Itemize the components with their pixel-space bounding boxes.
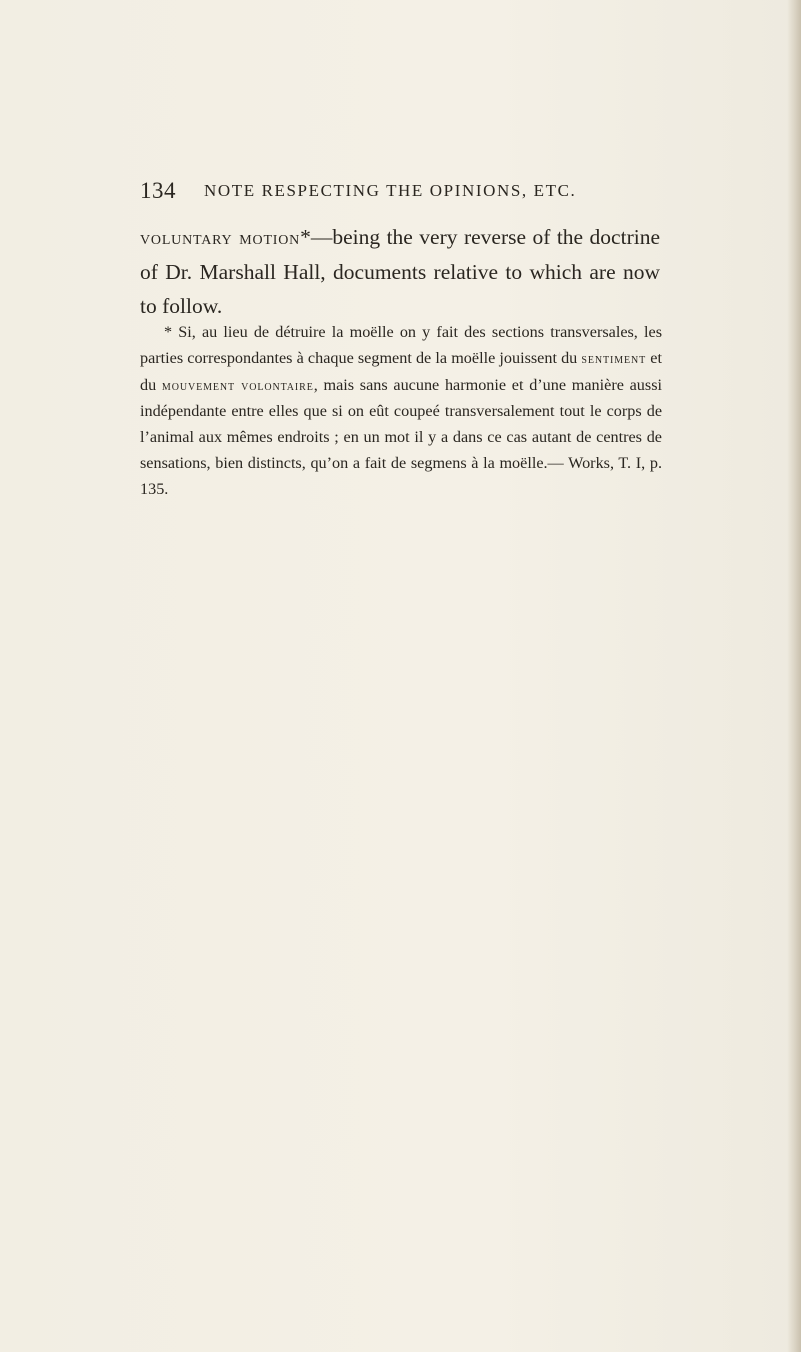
footnote-reference-marker: * [300,225,311,249]
footnote [140,320,662,503]
footnote-text-part-2: et du [140,348,662,394]
running-head [140,178,660,208]
running-head-title: NOTE RESPECTING THE OPINIONS, ETC. [204,181,577,200]
footnote-text-part-3: , mais sans aucune harmonie et d’une manière aussi indépendante entre elles que si on eût coupeé transversalement tout le corps de l’animal aux mêmes endroits ; en un mot il y a dans ce cas autant de centres de sensations, bien distincts, qu’on a fait de segmens à la moëlle.— Works, T. I, p. 135. [140,375,663,498]
small-caps-lead: voluntary motion [140,227,301,249]
footnote-marker: * [164,323,173,341]
page-number: 134 [140,178,176,203]
footnote-small-caps-sentiment: sentiment [581,351,647,367]
body-text: —being the very reverse of the doctrine of Dr. Marshall Hall, documents relative to which are now to follow. [140,225,660,318]
body-paragraph [140,220,660,323]
footnote-small-caps-mouvement: mouvement volontaire [161,378,314,394]
page-edge-shadow [787,0,801,1352]
footnote-text-part-1: Si, au lieu de détruire la moëlle on y fait des sections transversales, les parties correspondantes à chaque segment de la moëlle jouissent du [140,323,662,367]
